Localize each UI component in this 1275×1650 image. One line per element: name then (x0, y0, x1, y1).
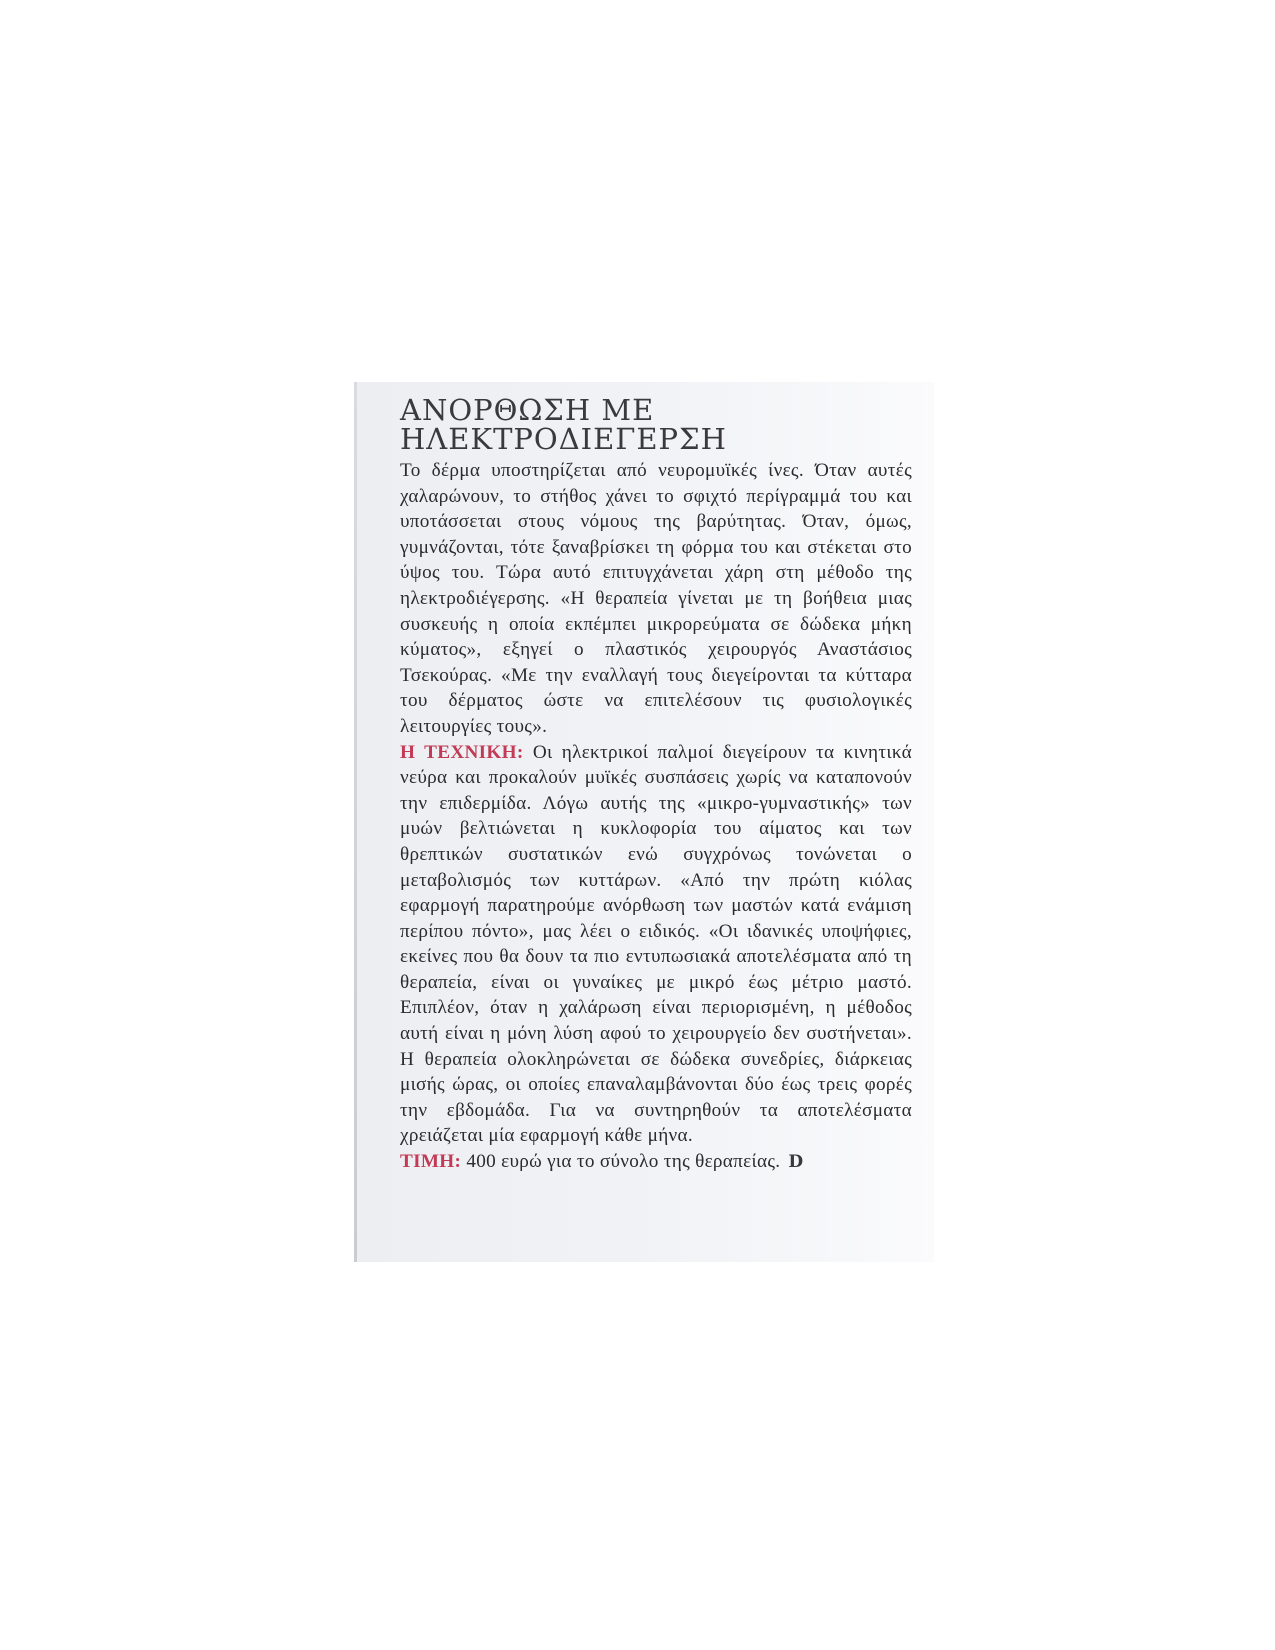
intro-paragraph: Το δέρμα υποστηρίζεται από νευρομυϊκές ίνες. Όταν αυτές χαλαρώνουν, το στήθος χάνει το σφιχτό περίγραμμά του και υποτάσσεται στους νόμους της βαρύτητας. Όταν, όμως, γυμνάζονται, τότε ξαναβρίσκει τη φόρμα του και στέκεται στο ύψος του. Τώρα αυτό επιτυγχάνεται χάρη στη μέθοδο της ηλεκτροδιέγερσης. «Η θεραπεία γίνεται με τη βοήθεια μιας συσκευής η οποία εκπέμπει μικρορεύματα σε δώδεκα μήκη κύματος», εξηγεί ο πλαστικός χειρουργός Αναστάσιος Τσεκούρας. «Με την εναλλαγή τους διεγείρονται τα κύτταρα του δέρματος ώστε να επιτελέσουν τις φυσιολογικές λειτουργίες τους». (400, 460, 912, 737)
article (400, 393, 912, 1176)
price-label: ΤΙΜΗ: (400, 1151, 462, 1173)
headline-line-1: ΑΝΟΡΘΩΣΗ ΜΕ (400, 393, 655, 427)
technique-paragraph (400, 740, 912, 1150)
price-paragraph (400, 1149, 912, 1176)
technique-label: Η ΤΕΧΝΙΚΗ: (400, 741, 524, 763)
article-body (400, 458, 912, 1176)
technique-text: Οι ηλεκτρικοί παλμοί διεγείρουν τα κινητικά νεύρα και προκαλούν μυϊκές συσπάσεις χωρίς να καταπονούν την επιδερμίδα. Λόγω αυτής της «μικρο-γυμναστικής» των μυών βελτιώνεται η κυκλοφορία του αίματος και των θρεπτικών συστατικών ενώ συγχρόνως τονώνεται ο μεταβολισμός των κυττάρων. «Από την πρώτη κιόλας εφαρμογή παρατηρούμε ανόρθωση των μαστών κατά ενάμιση περίπου πόντο», μας λέει ο ειδικός. «Οι ιδανικές υποψήφιες, εκείνες που θα δουν τα πιο εντυπωσιακά αποτελέσματα από τη θεραπεία, είναι οι γυναίκες με μικρό έως μέτριο μαστό. Επιπλέον, όταν η χαλάρωση είναι περιορισμένη, η μέθοδος αυτή είναι η μόνη λύση αφού το χειρουργείο δεν συστήνεται». Η θεραπεία ολοκληρώνεται σε δώδεκα συνεδρίες, διάρκειας μισής ώρας, οι οποίες επαναλαμβάνονται δύο έως τρεις φορές την εβδομάδα. Για να συντηρηθούν τα αποτελέσματα χρειάζεται μία εφαρμογή κάθε μήνα. (400, 741, 912, 1147)
article-headline (400, 393, 912, 456)
headline-line-2: ΗΛΕΚΤΡΟΔΙΕΓΕΡΣΗ (400, 422, 727, 456)
end-mark-icon: D (788, 1152, 804, 1173)
price-text: 400 ευρώ για το σύνολο της θεραπείας. (466, 1151, 781, 1173)
